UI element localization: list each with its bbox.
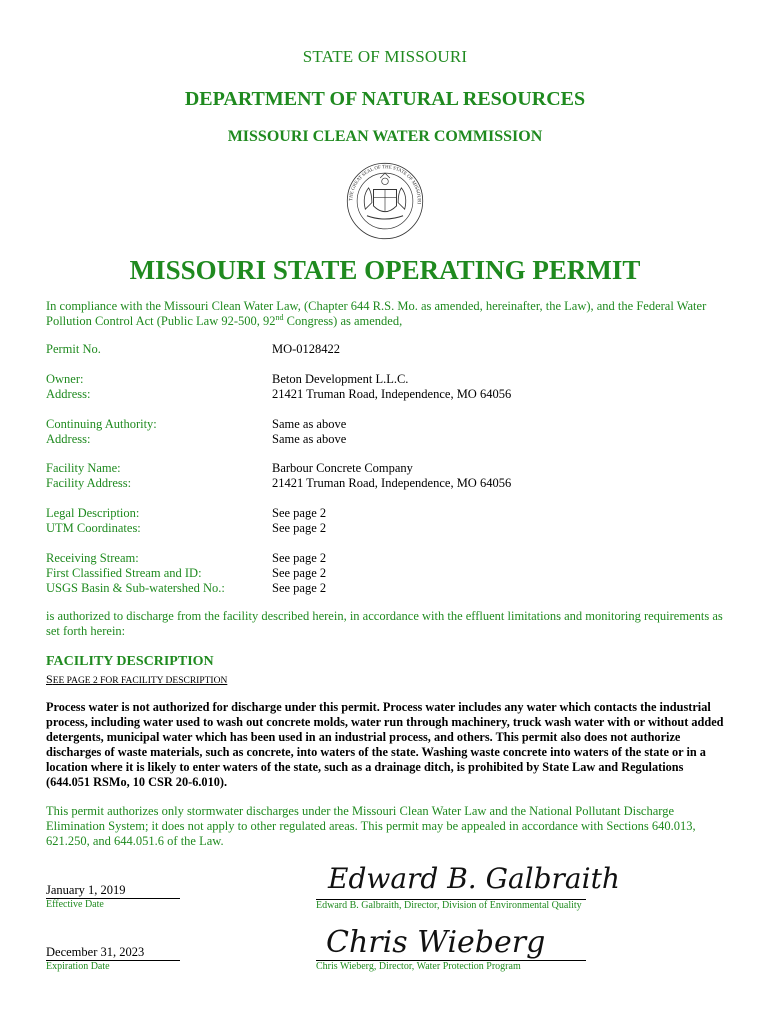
permit-title: MISSOURI STATE OPERATING PERMIT <box>129 255 641 285</box>
owner-address-label: Address: <box>46 387 91 401</box>
ca-address-label: Address: <box>46 432 91 446</box>
usgs-value: See page 2 <box>272 581 327 595</box>
owner-address-value: 21421 Truman Road, Independence, MO 64056 <box>272 387 512 401</box>
usgs-label: USGS Basin & Sub-watershed No.: <box>46 581 225 595</box>
expiration-date-block <box>46 945 180 972</box>
continuing-authority-label: Continuing Authority: <box>46 417 157 431</box>
process-water-paragraph: Process water is not authorized for discharge under this permit. Process water includes any water which contacts the industrial process, including water used to wash out concrete molds, water run through machinery, truck wash water with or without added detergents, municipal water which has been used in an industrial process, and others. This permit also does not authorize discharges of waste materials, such as concrete, into waters of the state. Washing waste concrete into waters of the state or in a location where it is likely to enter waters of the state, such as a drainage ditch, is prohibited by State Law and Regulations (644.051 RSMo, 10 CSR 20-6.010). <box>46 700 724 789</box>
intro-paragraph: In compliance with the Missouri Clean Water Law, (Chapter 644 R.S. Mo. as amended, hereinafter, the Law), and the Federal Water Pollution Control Act (Public Law 92-500, 92nd Congress) as amended, <box>46 299 707 328</box>
permit-no-value: MO-0128422 <box>272 342 341 356</box>
expiration-date-label: Expiration Date <box>46 961 110 972</box>
department-heading: DEPARTMENT OF NATURAL RESOURCES <box>184 88 586 110</box>
signer2-caption: Chris Wieberg, Director, Water Protection Program <box>316 961 521 972</box>
owner-label: Owner: <box>46 372 84 386</box>
continuing-authority-value: Same as above <box>272 417 347 431</box>
effective-date-value: January 1, 2019 <box>46 883 180 899</box>
state-heading: STATE OF MISSOURI <box>302 47 468 66</box>
commission-heading: MISSOURI CLEAN WATER COMMISSION <box>227 128 543 145</box>
facility-address-value: 21421 Truman Road, Independence, MO 64056 <box>272 476 512 490</box>
svg-text:THE GREAT SEAL OF THE STATE OF: THE GREAT SEAL OF THE STATE OF MISSOURI <box>349 165 421 205</box>
legal-description-value: See page 2 <box>272 506 327 520</box>
receiving-stream-label: Receiving Stream: <box>46 551 139 565</box>
svg-text:Edward B. Galbraith: Edward B. Galbraith <box>328 862 620 895</box>
facility-name-value: Barbour Concrete Company <box>272 461 413 475</box>
facility-name-label: Facility Name: <box>46 461 121 475</box>
first-classified-label: First Classified Stream and ID: <box>46 566 202 580</box>
facility-address-label: Facility Address: <box>46 476 132 490</box>
legal-description-label: Legal Description: <box>46 506 140 520</box>
expiration-date-value: December 31, 2023 <box>46 945 180 961</box>
first-classified-value: See page 2 <box>272 566 327 580</box>
utm-value: See page 2 <box>272 521 327 535</box>
authorization-paragraph: is authorized to discharge from the facility described herein, in accordance with the effluent limitations and monitoring requirements as set forth herein: <box>46 609 723 638</box>
signer1-caption: Edward B. Galbraith, Director, Division of Environmental Quality <box>316 900 582 911</box>
signer2-block <box>316 959 586 972</box>
owner-value: Beton Development L.L.C. <box>272 372 409 386</box>
facility-description-heading: FACILITY DESCRIPTION <box>46 654 214 669</box>
signature-wieberg <box>318 914 546 964</box>
stormwater-paragraph: This permit authorizes only stormwater discharges under the Missouri Clean Water Law and the National Pollutant Discharge Elimination System; it does not apply to other regulated areas. This permit may be appealed in accordance with Sections 640.013, 621.250, and 644.051.6 of the Law. <box>46 804 696 848</box>
effective-date-block <box>46 883 180 910</box>
utm-label: UTM Coordinates: <box>46 521 141 535</box>
receiving-stream-value: See page 2 <box>272 551 327 565</box>
state-seal-icon <box>344 160 426 242</box>
ca-address-value: Same as above <box>272 432 347 446</box>
facility-description-subheading: SEE PAGE 2 FOR FACILITY DESCRIPTION <box>46 672 228 686</box>
effective-date-label: Effective Date <box>46 899 104 910</box>
svg-text:Chris Wieberg: Chris Wieberg <box>326 925 546 960</box>
signer1-block <box>316 898 586 911</box>
permit-no-label: Permit No. <box>46 342 101 356</box>
signature-galbraith <box>318 852 620 900</box>
